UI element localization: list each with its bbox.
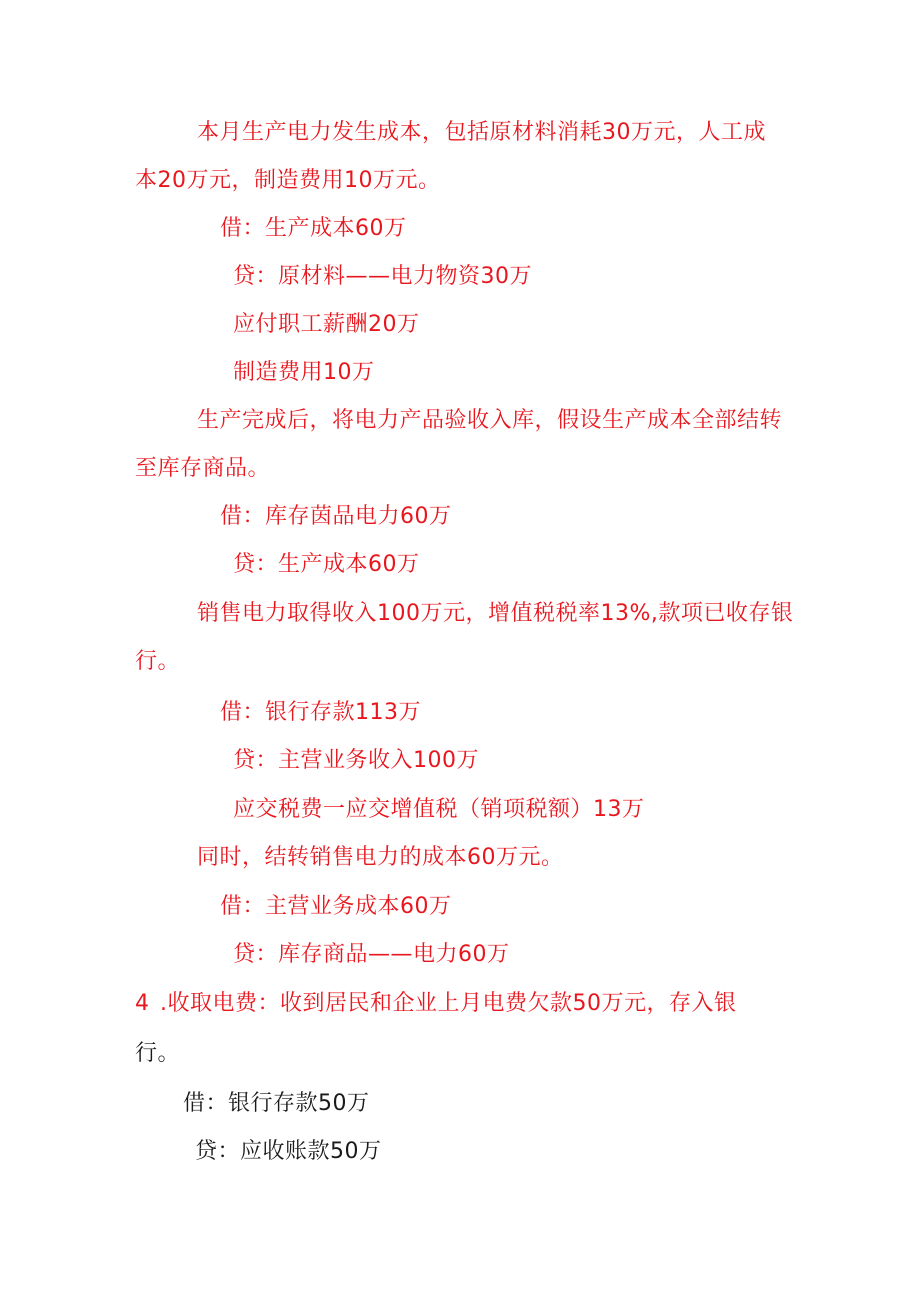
paragraph-warehousing-line-1: 生产完成后，将电力产品验收入库，假设生产成本全部结转	[197, 408, 783, 433]
entry-1-credit-overhead: 制造费用10万	[233, 360, 375, 385]
paragraph-cost-transfer: 同时，结转销售电力的成本60万元。	[197, 845, 564, 870]
entry-3-credit-revenue: 贷：主营业务收入100万	[233, 748, 479, 773]
entry-3-credit-vat: 应交税费一应交增值税（销项税额）13万	[233, 797, 645, 822]
entry-1-credit-payroll: 应付职工薪酬20万	[233, 312, 420, 337]
entry-5-credit: 贷：应收账款50万	[195, 1139, 382, 1164]
entry-1-credit-materials: 贷：原材料——电力物资30万	[233, 264, 532, 289]
entry-1-debit: 借：生产成本60万	[220, 216, 407, 241]
paragraph-sales-line-1: 销售电力取得收入100万元，增值税税率13%,款项已收存银	[197, 601, 794, 626]
paragraph-cost-line-2: 本20万元，制造费用10万元。	[135, 168, 441, 193]
paragraph-sales-line-2: 行。	[135, 649, 181, 674]
paragraph-cost-line-1: 本月生产电力发生成本，包括原材料消耗30万元，人工成	[197, 120, 766, 145]
entry-4-credit: 贷：库存商品——电力60万	[233, 942, 510, 967]
section-4-heading-line-2: 行。	[135, 1041, 181, 1066]
entry-3-debit: 借：银行存款113万	[220, 700, 421, 725]
entry-4-debit: 借：主营业务成本60万	[220, 894, 452, 919]
entry-2-debit: 借：库存茵品电力60万	[220, 504, 452, 529]
entry-2-credit: 贷：生产成本60万	[233, 552, 420, 577]
section-4-heading-line-1: .收取电费：收到居民和企业上月电费欠款50万元，存入银	[160, 991, 737, 1016]
entry-5-debit: 借：银行存款50万	[183, 1091, 370, 1116]
section-4-number: 4	[135, 991, 150, 1016]
paragraph-warehousing-line-2: 至库存商品。	[135, 456, 271, 481]
